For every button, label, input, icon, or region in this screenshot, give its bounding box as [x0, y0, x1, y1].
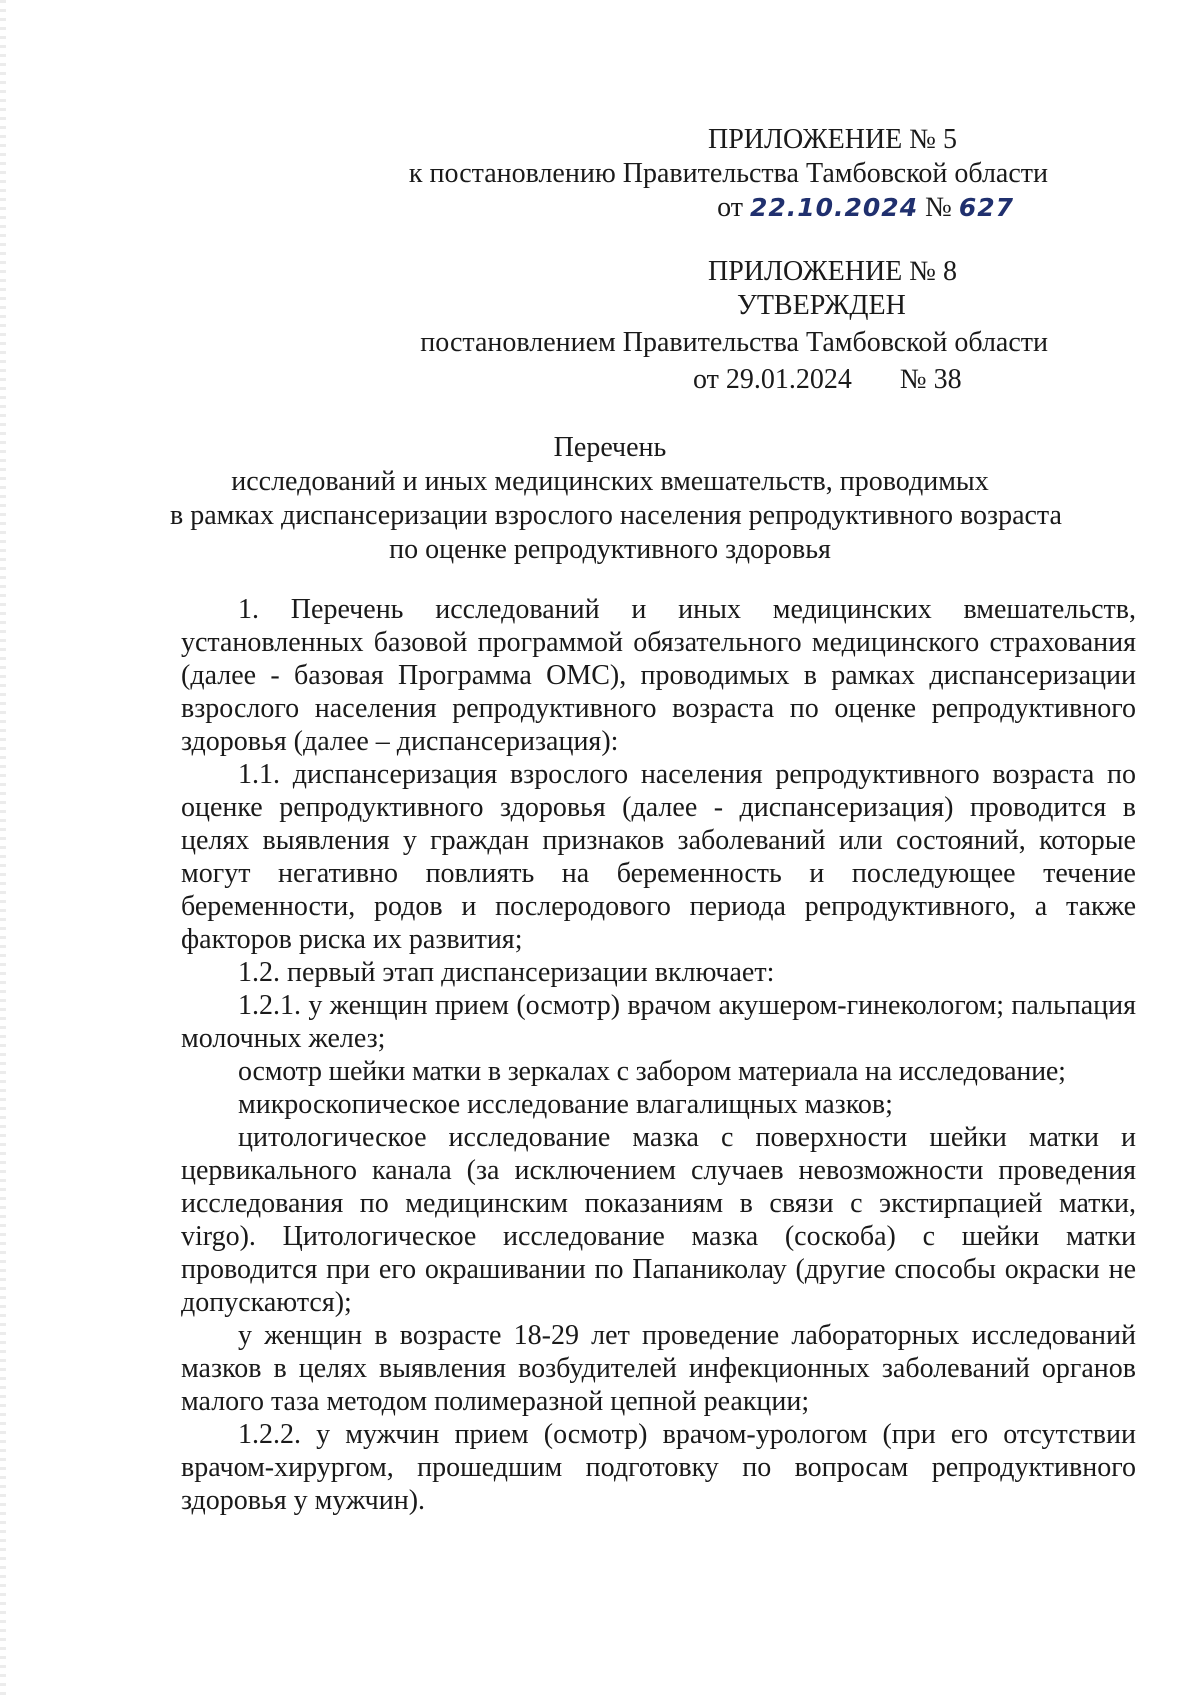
annex8-number: № 38 — [899, 364, 962, 395]
paragraph-pcr: у женщин в возрасте 18-29 лет проведение лабораторных исследований мазков в целях выявления возбудителей инфекционных заболеваний органов малого таза методом полимеразной цепной реакции; — [181, 1320, 1136, 1417]
title-line-4: по оценке репродуктивного здоровья — [389, 534, 831, 565]
annex8-title: ПРИЛОЖЕНИЕ № 8 — [708, 256, 957, 287]
paragraph-microscopy: микроскопическое исследование влагалищных мазков; — [238, 1089, 893, 1120]
title-line-3: в рамках диспансеризации взрослого населения репродуктивного возраста — [170, 500, 1062, 531]
annex5-handwritten-number: 627 — [958, 193, 1014, 222]
document-title — [170, 431, 1062, 567]
approved-by-line: постановлением Правительства Тамбовской области — [420, 327, 1048, 358]
paragraph-cytology: цитологическое исследование мазка с поверхности шейки матки и цервикального канала (за исключением случаев невозможности проведения исследования по медицинским показаниям в связи с экстирпацией матки, virgo). Цитологическое исследование мазка (соскоба) с шейки матки проводится при его окрашивании по Папаниколау (другие способы окраски не допускаются); — [181, 1122, 1136, 1318]
paragraph-1-2: 1.2. первый этап диспансеризации включает: — [238, 957, 775, 988]
annex5-to-line: к постановлению Правительства Тамбовской области — [408, 158, 1048, 189]
paragraph-1-2-2: 1.2.2. у мужчин прием (осмотр) врачом-урологом (при его отсутствии врачом-хирургом, прошедшим подготовку по вопросам репродуктивного здоровья у мужчин). — [181, 1419, 1136, 1516]
paragraph-1-1: 1.1. диспансеризация взрослого населения репродуктивного возраста по оценке репродуктивного здоровья (далее - диспансеризация) проводится в целях выявления у граждан признаков заболеваний или состояний, которые могут негативно повлиять на беременность и последующее течение беременности, родов и послеродового периода репродуктивного, а также факторов риска их развития; — [181, 759, 1136, 955]
annex5-handwritten-date: 22.10.2024 — [749, 193, 919, 222]
annex8-date-line — [693, 362, 962, 398]
annex5-from-prefix: от — [717, 192, 743, 223]
annex5-title: ПРИЛОЖЕНИЕ № 5 — [708, 124, 957, 155]
annex8-date: от 29.01.2024 — [693, 364, 852, 395]
annex5-date-line — [717, 190, 1014, 226]
paragraph-cervix-exam: осмотр шейки матки в зеркалах с забором материала на исследование; — [238, 1056, 1066, 1087]
scan-edge — [0, 0, 6, 1697]
paragraph-1: 1. Перечень исследований и иных медицинских вмешательств, установленных базовой программой обязательного медицинского страхования (далее - базовая Программа ОМС), проводимых в рамках диспансеризации взрослого населения репродуктивного возраста по оценке репродуктивного здоровья (далее – диспансеризация): — [181, 594, 1136, 757]
approved-label: УТВЕРЖДЕН — [737, 290, 906, 321]
document-body — [181, 593, 1136, 1517]
paragraph-1-2-1: 1.2.1. у женщин прием (осмотр) врачом акушером-гинекологом; пальпация молочных желез; — [181, 990, 1136, 1054]
title-line-1: Перечень — [553, 432, 667, 463]
annex5-number-sign: № — [925, 192, 952, 223]
title-line-2: исследований и иных медицинских вмешательств, проводимых — [231, 466, 989, 497]
